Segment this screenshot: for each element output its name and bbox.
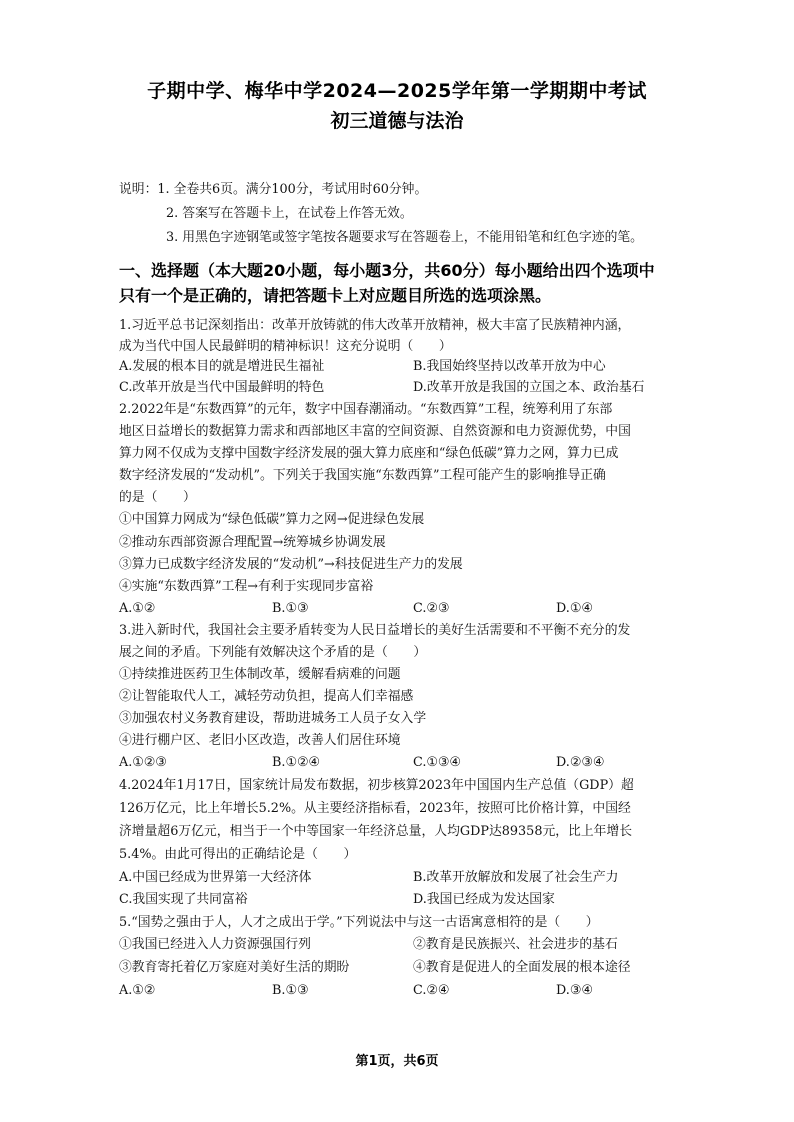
q1-stem-line: 成为当代中国人民最鲜明的精神标识！这充分说明（ ） [119, 339, 452, 354]
q3-item: ③加强农村义务教育建设，帮助进城务工人员子女入学 [119, 711, 427, 726]
q3-item: ①持续推进医药卫生体制改革，缓解看病难的问题 [119, 667, 401, 682]
q5-option-a: A.①② [119, 983, 156, 998]
q5-stem-line: 5.“国势之强由于人，人才之成出于学。”下列说法中与这一古语寓意相符的是（ ） [119, 915, 599, 930]
q2-option-a: A.①② [119, 601, 156, 616]
q4-stem-line: 5.4%。由此可得出的正确结论是（ ） [119, 847, 357, 862]
q2-stem-line: 2.2022年是“东数西算”的元年，数字中国春潮涌动。“东数西算”工程，统筹利用了东部 [119, 402, 613, 417]
q1-stem-line: 1.习近平总书记深刻指出：改革开放铸就的伟大改革开放精神，极大丰富了民族精神内涵， [119, 318, 631, 333]
q3-option-d: D.②③④ [556, 755, 605, 770]
exam-title: 子期中学、梅华中学2024—2025学年第一学期期中考试 [147, 80, 647, 102]
q3-stem-line: 3.进入新时代，我国社会主要矛盾转变为人民日益增长的美好生活需要和不平衡不充分的发 [119, 623, 631, 638]
q5-option-b: B.①③ [272, 983, 309, 998]
q5-item: ④教育是促进人的全面发展的根本途径 [413, 960, 631, 975]
q4-option-a: A.中国已经成为世界第一大经济体 [119, 870, 312, 885]
q4-stem-line: 济增量超6万亿元，相当于一个中等国家一年经济总量，人均GDP达89358元，比上年增长 [119, 824, 633, 839]
q2-option-d: D.①④ [556, 601, 593, 616]
q4-stem-line: 126万亿元，比上年增长5.2%。从主要经济指标看，2023年，按照可比价格计算，中国经 [119, 801, 631, 816]
q2-item: ②推动东西部资源合理配置→统筹城乡协调发展 [119, 535, 386, 550]
q5-item: ③教育寄托着亿万家庭对美好生活的期盼 [119, 960, 350, 975]
q2-stem-line: 数字经济发展的“发动机”。下列关于我国实施“东数西算”工程可能产生的影响推导正确 [119, 468, 606, 483]
q3-option-b: B.①②④ [272, 755, 320, 770]
q4-option-b: B.改革开放解放和发展了社会生产力 [413, 870, 619, 885]
q2-stem-line: 地区日益增长的数据算力需求和西部地区丰富的空间资源、自然资源和电力资源优势，中国 [119, 424, 631, 439]
q2-option-b: B.①③ [272, 601, 309, 616]
q4-option-d: D.我国已经成为发达国家 [413, 892, 555, 907]
section-heading-line-2: 只有一个是正确的，请把答题卡上对应题目所选的选项涂黑。 [119, 286, 552, 305]
note-line-3: 3. 用黑色字迹钢笔或签字笔按各题要求写在答题卷上，不能用铅笔和红色字迹的笔。 [166, 230, 643, 245]
exam-subject: 初三道德与法治 [330, 110, 464, 132]
q3-item: ②让智能取代人工，减轻劳动负担，提高人们幸福感 [119, 689, 414, 704]
q1-option-d: D.改革开放是我国的立国之本、政治基石 [413, 380, 645, 395]
q5-option-c: C.②④ [413, 983, 450, 998]
q1-option-b: B.我国始终坚持以改革开放为中心 [413, 359, 606, 374]
section-heading-line-1: 一、选择题（本大题20小题，每小题3分，共60分）每小题给出四个选项中 [119, 261, 655, 280]
q3-stem-line: 展之间的矛盾。下列能有效解决这个矛盾的是（ ） [119, 645, 427, 660]
q4-option-c: C.我国实现了共同富裕 [119, 892, 248, 907]
q5-item: ②教育是民族振兴、社会进步的基石 [413, 937, 618, 952]
q3-option-a: A.①②③ [119, 755, 167, 770]
q4-stem-line: 4.2024年1月17日，国家统计局发布数据，初步核算2023年中国国内生产总值（GDP）超 [119, 778, 634, 793]
note-line-2: 2. 答案写在答题卡上，在试卷上作答无效。 [166, 206, 413, 221]
q2-stem-line: 的是（ ） [119, 490, 196, 505]
q1-option-a: A.发展的根本目的就是增进民生福祉 [119, 359, 325, 374]
q2-item: ④实施“东数西算”工程→有利于实现同步富裕 [119, 579, 374, 594]
q5-item: ①我国已经进入人力资源强国行列 [119, 937, 311, 952]
q1-option-c: C.改革开放是当代中国最鲜明的特色 [119, 380, 325, 395]
q2-item: ①中国算力网成为“绿色低碳”算力之网→促进绿色发展 [119, 512, 425, 527]
q3-option-c: C.①③④ [413, 755, 461, 770]
q3-item: ④进行棚户区、老旧小区改造，改善人们居住环境 [119, 733, 401, 748]
page-number: 第1页，共6页 [355, 1054, 439, 1069]
note-line-1: 说明：1. 全卷共6页。满分100分，考试用时60分钟。 [119, 182, 428, 197]
q2-option-c: C.②③ [413, 601, 450, 616]
q2-item: ③算力已成数字经济发展的“发动机”→科技促进生产力的发展 [119, 557, 463, 572]
q2-stem-line: 算力网不仅成为支撑中国数字经济发展的强大算力底座和“绿色低碳”算力之网，算力已成 [119, 446, 619, 461]
q5-option-d: D.③④ [556, 983, 593, 998]
